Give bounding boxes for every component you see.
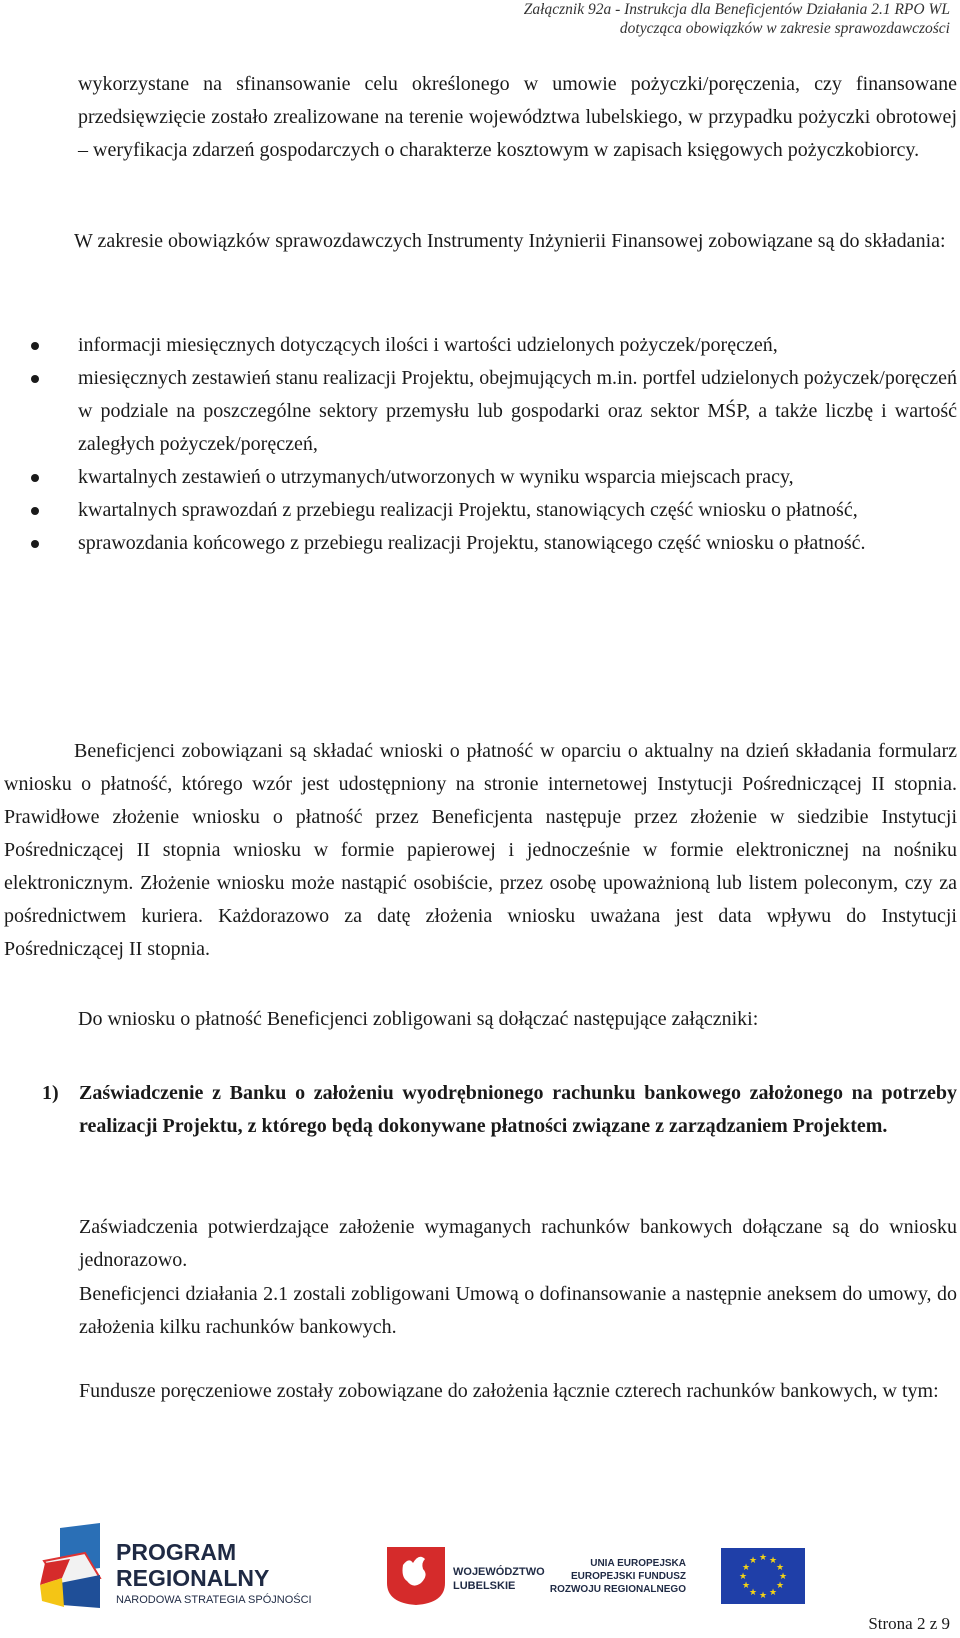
svg-text:NARODOWA STRATEGIA SPÓJNOŚCI: NARODOWA STRATEGIA SPÓJNOŚCI — [116, 1594, 312, 1606]
paragraph-confirmations: Zaświadczenia potwierdzające założenie wymaganych rachunków bankowych dołączane są do wniosku jednorazowo. — [79, 1216, 957, 1271]
european-union-logo — [549, 1548, 815, 1608]
svg-text:★: ★ — [768, 1588, 778, 1598]
footer-logos — [0, 1505, 960, 1615]
svg-text:★: ★ — [748, 1588, 758, 1598]
bullet-icon — [31, 507, 39, 515]
svg-text:UNIA EUROPEJSKA: UNIA EUROPEJSKA — [590, 1558, 686, 1569]
obligations-list — [0, 329, 957, 560]
paragraph-beneficiaries: Beneficjenci zobowiązani są składać wnioski o płatność w oparciu o aktualny na dzień składania formularz wniosku o płatność, którego wzór jest udostępniony na stronie internetowej Instytucji Pośredniczącej II stopnia. Prawidłowe złożenie wniosku o płatność przez Beneficjenta następuje przez złożenie w siedzibie Instytucji Pośredniczącej II stopnia wniosku w formie papierowej i jednocześnie w formie elektronicznej na nośniku elektronicznym. Złożenie wniosku może nastąpić osobiście, przez osobę upoważnioną lub listem poleconym, czy za pośrednictwem kuriera. Każdorazowo za datę złożenia wniosku uważana jest data wpływu do Instytucji Pośredniczącej II stopnia. — [4, 740, 957, 960]
attachment-item — [42, 1077, 957, 1143]
paragraph-measure: Beneficjenci działania 2.1 zostali zobligowani Umową o dofinansowanie a następnie aneksem do umowy, do założenia kilku rachunków bankowych. — [79, 1283, 957, 1338]
svg-text:LUBELSKIE: LUBELSKIE — [453, 1580, 516, 1592]
svg-text:PROGRAM: PROGRAM — [116, 1539, 237, 1565]
paragraph-obligations: W zakresie obowiązków sprawozdawczych Instrumenty Inżynierii Finansowej zobowiązane są do składania: — [74, 230, 946, 252]
list-item: miesięcznych zestawień stanu realizacji Projektu, obejmujących m.in. portfel udzielonych pożyczek/poręczeń w podziale na poszczególne sektory przemysłu lub gospodarki oraz sektor MŚP, a także liczbę i wartość zaległych pożyczek/poręczeń, — [0, 362, 957, 461]
bullet-icon — [31, 540, 39, 548]
attachment-text: Zaświadczenie z Banku o założeniu wyodrębnionego rachunku bankowego założonego na potrzeby realizacji Projektu, z którego będą dokonywane płatności związane z zarządzaniem Projektem. — [79, 1082, 957, 1137]
bullet-icon — [31, 474, 39, 482]
paragraph-intro: wykorzystane na sfinansowanie celu określonego w umowie pożyczki/poręczenia, czy finansowane przedsięwzięcie zostało zrealizowane na terenie województwa lubelskiego, w przypadku pożyczki obrotowej – weryfikacja zdarzeń gospodarczych o charakterze kosztowym w zapisach księgowych pożyczkobiorcy. — [78, 73, 957, 161]
svg-text:WOJEWÓDZTWO: WOJEWÓDZTWO — [453, 1566, 545, 1578]
svg-text:★: ★ — [758, 1553, 768, 1563]
list-item: kwartalnych sprawozdań z przebiegu realizacji Projektu, stanowiących część wniosku o płatność, — [0, 494, 957, 527]
bullet-icon — [31, 342, 39, 350]
list-item: sprawozdania końcowego z przebiegu realizacji Projektu, stanowiącego część wniosku o płatność. — [0, 527, 957, 560]
svg-text:ROZWOJU REGIONALNEGO: ROZWOJU REGIONALNEGO — [549, 1584, 686, 1595]
document-header — [524, 0, 950, 38]
svg-text:REGIONALNY: REGIONALNY — [116, 1565, 270, 1591]
svg-text:★: ★ — [775, 1563, 785, 1573]
svg-text:EUROPEJSKI FUNDUSZ: EUROPEJSKI FUNDUSZ — [570, 1571, 686, 1582]
header-subtitle: dotycząca obowiązków w zakresie sprawozdawczości — [619, 20, 950, 37]
paragraph-attachments: Do wniosku o płatność Beneficjenci zobligowani są dołączać następujące załączniki: — [78, 1008, 759, 1030]
attachment-number: 1) — [42, 1082, 59, 1104]
svg-text:★: ★ — [778, 1572, 788, 1582]
svg-text:★: ★ — [741, 1563, 751, 1573]
bullet-icon — [31, 375, 39, 383]
program-regionalny-logo — [40, 1523, 340, 1613]
list-item: informacji miesięcznych dotyczących ilości i wartości udzielonych pożyczek/poręczeń, — [0, 329, 957, 362]
svg-text:★: ★ — [741, 1581, 751, 1591]
svg-text:★: ★ — [748, 1556, 758, 1566]
list-item: kwartalnych zestawień o utrzymanych/utworzonych w wyniku wsparcia miejscach pracy, — [0, 461, 957, 494]
paragraph-funds: Fundusze poręczeniowe zostały zobowiązane do założenia łącznie czterech rachunków bankowych, w tym: — [79, 1380, 939, 1402]
svg-text:★: ★ — [768, 1556, 778, 1566]
page-number: Strona 2 z 9 — [868, 1614, 950, 1633]
svg-text:★: ★ — [758, 1591, 768, 1601]
svg-text:★: ★ — [738, 1572, 748, 1582]
header-title: Załącznik 92a - Instrukcja dla Beneficjentów Działania 2.1 RPO WL — [523, 1, 950, 18]
svg-text:★: ★ — [775, 1581, 785, 1591]
wojewodztwo-lubelskie-logo — [385, 1545, 555, 1605]
